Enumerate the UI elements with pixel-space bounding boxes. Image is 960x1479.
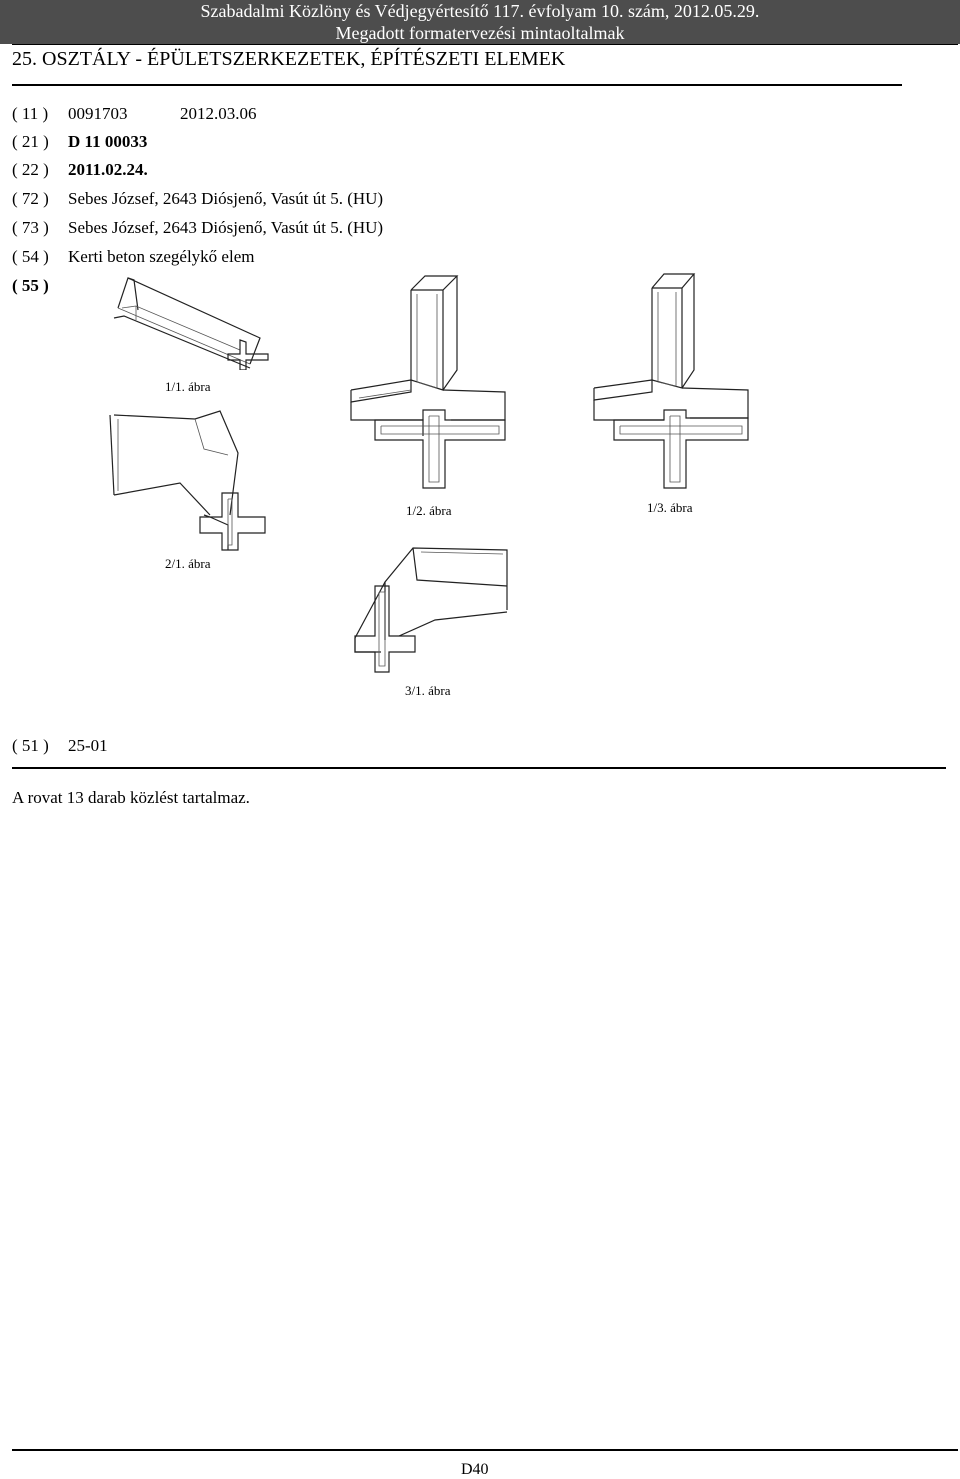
field-73 (12, 218, 383, 238)
field-72-code: ( 72 ) (12, 189, 49, 208)
registration-date: 2012.03.06 (180, 104, 257, 123)
locarno-class: 25-01 (68, 736, 108, 755)
title-rule (12, 84, 902, 86)
filing-date: 2011.02.24. (68, 160, 148, 179)
figure-3-1-caption: 3/1. ábra (405, 683, 451, 698)
field-54 (12, 247, 254, 267)
figure-1-1-drawing (100, 270, 275, 370)
class-title: 25. OSZTÁLY - ÉPÜLETSZERKEZETEK, ÉPÍTÉSZETI ELEMEK (12, 48, 566, 70)
figure-1-2-drawing (345, 270, 520, 495)
application-number: D 11 00033 (68, 132, 148, 151)
record-end-rule (12, 767, 946, 769)
holder: Sebes József, 2643 Diósjenő, Vasút út 5. (HU) (68, 218, 384, 237)
journal-title: Szabadalmi Közlöny és Védjegyértesítő 117. évfolyam 10. szám, 2012.05.29. (200, 1, 760, 21)
registration-number: 0091703 (68, 104, 128, 123)
field-22 (12, 160, 148, 180)
field-55-code: ( 55 ) (12, 276, 49, 295)
page-number: D40 (461, 1461, 489, 1478)
design-title: Kerti beton szegélykő elem (68, 247, 255, 266)
field-72 (12, 189, 383, 209)
figure-1-2-caption: 1/2. ábra (406, 503, 452, 518)
field-51-code: ( 51 ) (12, 736, 49, 755)
field-22-code: ( 22 ) (12, 160, 49, 179)
designer: Sebes József, 2643 Diósjenő, Vasút út 5. (HU) (68, 189, 384, 208)
field-73-code: ( 73 ) (12, 218, 49, 237)
section-title: Megadott formatervezési mintaoltalmak (335, 23, 625, 43)
field-55 (12, 276, 68, 296)
figure-1-3-drawing (590, 270, 765, 495)
figure-2-1-drawing (100, 405, 275, 555)
header-rule (12, 44, 958, 45)
field-21 (12, 132, 147, 152)
page-footer-rule (12, 1449, 958, 1451)
figure-1-1-caption: 1/1. ábra (165, 379, 211, 394)
figure-2-1-caption: 2/1. ábra (165, 556, 211, 571)
field-11 (12, 104, 128, 124)
section-count-note: A rovat 13 darab közlést tartalmaz. (12, 788, 250, 807)
field-54-code: ( 54 ) (12, 247, 49, 266)
field-51 (12, 736, 108, 756)
field-21-code: ( 21 ) (12, 132, 49, 151)
field-11-code: ( 11 ) (12, 104, 49, 123)
figure-3-1-drawing (345, 540, 520, 675)
figure-1-3-caption: 1/3. ábra (647, 500, 693, 515)
